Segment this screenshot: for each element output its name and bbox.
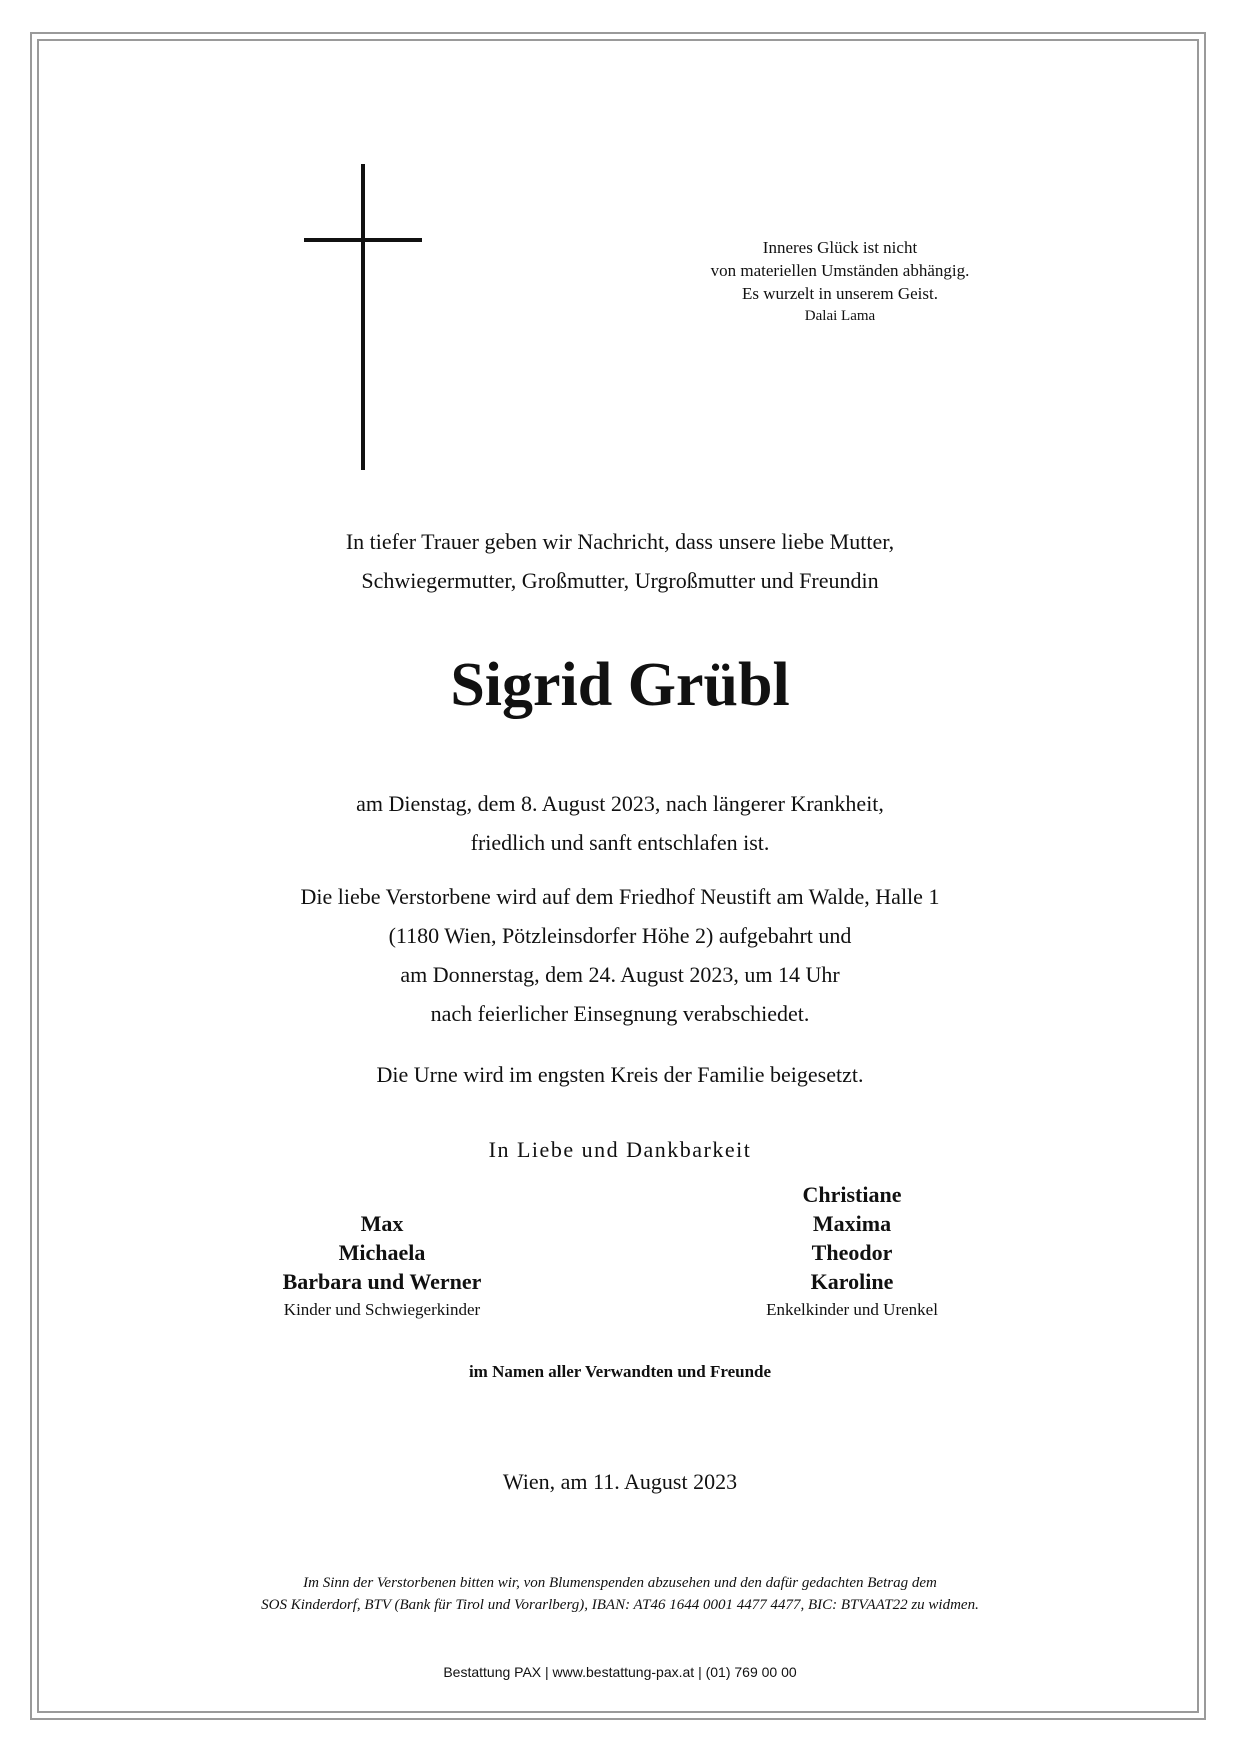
signer-name: Theodor: [811, 1240, 893, 1265]
signers-children: [182, 1180, 582, 1324]
signer-name: Max: [360, 1211, 404, 1236]
quote-line: Es wurzelt in unserem Geist.: [742, 284, 938, 303]
quote-line: Inneres Glück ist nicht: [762, 238, 918, 257]
signer-name: Michaela: [338, 1240, 426, 1265]
death-line: friedlich und sanft entschlafen ist.: [470, 830, 770, 855]
signer-role: Kinder und Schwiegerkinder: [283, 1300, 481, 1319]
cross-horizontal-bar: [304, 238, 422, 242]
service-line: (1180 Wien, Pötzleinsdorfer Höhe 2) aufgebahrt und: [388, 923, 852, 948]
urn-notice: Die Urne wird im engsten Kreis der Familie beigesetzt.: [376, 1062, 864, 1087]
service-line: nach feierlicher Einsegnung verabschiedet.: [430, 1001, 810, 1026]
signer-name: Christiane: [802, 1182, 902, 1207]
place-date: Wien, am 11. August 2023: [502, 1469, 738, 1494]
intro-line: Schwiegermutter, Großmutter, Urgroßmutter und Freundin: [361, 568, 879, 593]
funeral-service-details: [120, 877, 1120, 1033]
thanks-line: In Liebe und Dankbarkeit: [488, 1137, 752, 1162]
signers-grandchildren: [652, 1180, 1052, 1324]
donation-note: [120, 1572, 1120, 1616]
death-notice: [120, 784, 1120, 862]
donation-line: Im Sinn der Verstorbenen bitten wir, von Blumenspenden abzusehen und den dafür gedachten Betrag dem: [303, 1575, 937, 1591]
intro-line: In tiefer Trauer geben wir Nachricht, dass unsere liebe Mutter,: [345, 529, 895, 554]
cross-vertical-bar: [361, 164, 365, 470]
signer-name: Maxima: [812, 1211, 892, 1236]
quote-author: Dalai Lama: [804, 308, 876, 324]
signer-role: Enkelkinder und Urenkel: [766, 1300, 938, 1319]
signer-name: Barbara und Werner: [282, 1269, 482, 1294]
donation-line: SOS Kinderdorf, BTV (Bank für Tirol und Vorarlberg), IBAN: AT46 1644 0001 4477 4477, BIC: BTVAAT22 zu widmen.: [261, 1597, 979, 1613]
signer-name: Karoline: [810, 1269, 894, 1294]
service-line: am Donnerstag, dem 24. August 2023, um 14 Uhr: [400, 962, 840, 987]
announcement-intro: [120, 522, 1120, 600]
quote-line: von materiellen Umständen abhängig.: [710, 261, 970, 280]
quote-block: [640, 236, 1040, 328]
funeral-home-footer: Bestattung PAX | www.bestattung-pax.at | (01) 769 00 00: [443, 1664, 797, 1680]
relatives-line: im Namen aller Verwandten und Freunde: [468, 1362, 772, 1381]
death-line: am Dienstag, dem 8. August 2023, nach längerer Krankheit,: [356, 791, 884, 816]
deceased-name: Sigrid Grübl: [450, 651, 790, 719]
service-line: Die liebe Verstorbene wird auf dem Friedhof Neustift am Walde, Halle 1: [300, 884, 940, 909]
